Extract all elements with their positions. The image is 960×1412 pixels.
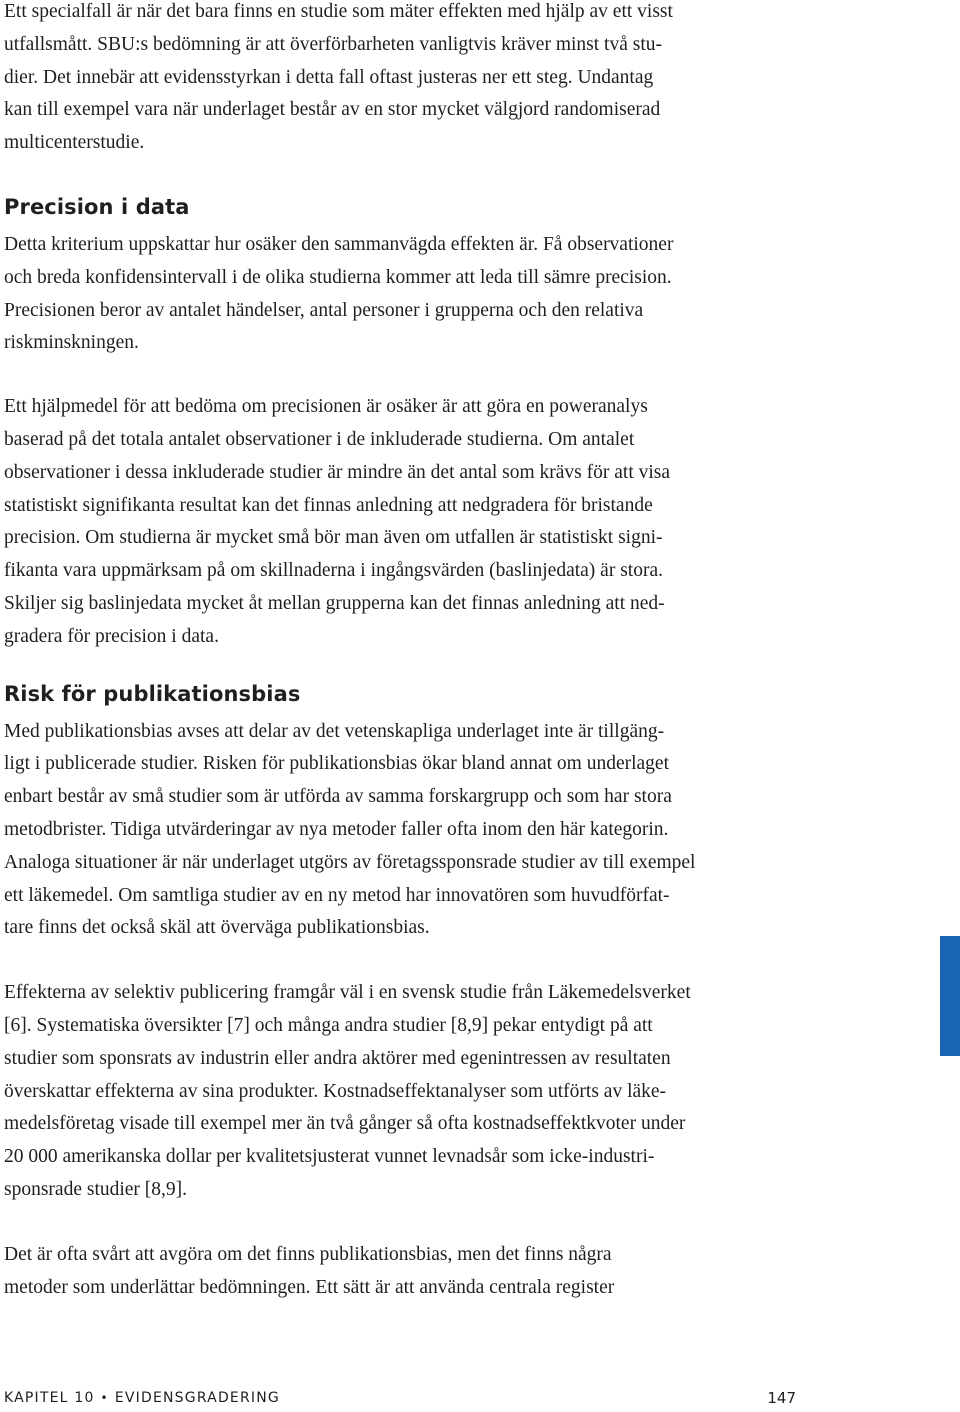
paragraph-specialfall xyxy=(4,0,794,160)
paragraph-poweranalys xyxy=(4,391,794,653)
text-line: precision. Om studierna är mycket små bör man även om utfallen är statistiskt signi- xyxy=(4,527,663,549)
footer-bullet-icon: • xyxy=(100,1391,109,1405)
text-line: Skiljer sig baslinjedata mycket åt mellan grupperna kan det finnas anledning att ned- xyxy=(4,592,665,614)
heading-risk-for-publikationsbias: Risk för publikationsbias xyxy=(4,681,301,706)
document-body xyxy=(4,0,794,1304)
text-line: Analoga situationer är när underlaget utgörs av företagssponsrade studier av till exempel xyxy=(4,851,696,873)
text-line: studier som sponsrats av industrin eller andra aktörer med egenintressen av resultaten xyxy=(4,1047,671,1069)
paragraph-precision-kriterium xyxy=(4,229,794,360)
text-line: Precisionen beror av antalet händelser, antal personer i grupperna och den relativa xyxy=(4,299,644,321)
footer-chapter: KAPITEL 10 xyxy=(4,1390,95,1406)
text-line: Detta kriterium uppskattar hur osäker den sammanvägda effekten är. Få observationer xyxy=(4,233,674,255)
text-line: ett läkemedel. Om samtliga studier av en ny metod har innovatören som huvudförfat- xyxy=(4,884,670,906)
text-line: metoder som underlättar bedömningen. Ett sätt är att använda centrala register xyxy=(4,1276,615,1298)
text-line: gradera för precision i data. xyxy=(4,625,219,647)
text-line: Ett hjälpmedel för att bedöma om precisionen är osäker är att göra en poweranalys xyxy=(4,396,648,418)
text-line: överskattar effekterna av sina produkter. Kostnadseffektanalyser som utförts av läke- xyxy=(4,1080,667,1102)
running-footer xyxy=(4,1390,280,1406)
text-line: baserad på det totala antalet observationer i de inkluderade studierna. Om antalet xyxy=(4,428,635,450)
text-line: Med publikationsbias avses att delar av det vetenskapliga underlaget inte är tillgäng- xyxy=(4,720,665,742)
paragraph-bedomning-register xyxy=(4,1239,794,1305)
text-line: 20 000 amerikanska dollar per kvalitetsjusterat vunnet levnadsår som icke-industri- xyxy=(4,1146,655,1168)
text-line: Effekterna av selektiv publicering framgår väl i en svensk studie från Läkemedelsverket xyxy=(4,982,691,1004)
text-line: fikanta vara uppmärksam på om skillnaderna i ingångsvärden (baslinjedata) är stora. xyxy=(4,560,663,582)
text-line: medelsföretag visade till exempel mer än två gånger så ofta kostnadseffektkvoter under xyxy=(4,1113,686,1135)
text-line: och breda konfidensintervall i de olika studierna kommer att leda till sämre precision. xyxy=(4,266,672,288)
page-footer xyxy=(4,1388,796,1412)
text-line: ligt i publicerade studier. Risken för publikationsbias ökar bland annat om underlaget xyxy=(4,753,670,775)
page-number: 147 xyxy=(767,1389,796,1407)
text-line: tare finns det också skäl att överväga publikationsbias. xyxy=(4,917,430,939)
footer-section: EVIDENSGRADERING xyxy=(114,1390,280,1406)
text-line: Det är ofta svårt att avgöra om det finns publikationsbias, men det finns några xyxy=(4,1243,612,1265)
text-line: metodbrister. Tidiga utvärderingar av nya metoder faller ofta inom den här kategorin. xyxy=(4,818,669,840)
text-line: kan till exempel vara när underlaget består av en stor mycket välgjord randomiserad xyxy=(4,99,661,121)
text-line: statistiskt signifikanta resultat kan det finnas anledning att nedgradera för bristande xyxy=(4,494,653,516)
text-line: sponsrade studier [8,9]. xyxy=(4,1178,188,1200)
text-line: [6]. Systematiska översikter [7] och många andra studier [8,9] pekar entydigt på att xyxy=(4,1014,653,1036)
text-line: multicenterstudie. xyxy=(4,132,145,154)
paragraph-selektiv-publicering xyxy=(4,977,794,1207)
text-line: dier. Det innebär att evidensstyrkan i detta fall oftast justeras ner ett steg. Undantag xyxy=(4,66,654,88)
heading-precision-i-data: Precision i data xyxy=(4,194,190,219)
text-line: enbart består av små studier som är utförda av samma forskargrupp och som har stora xyxy=(4,786,672,808)
text-line: utfallsmått. SBU:s bedömning är att överförbarheten vanligtvis kräver minst två stu- xyxy=(4,33,662,55)
paragraph-publikationsbias-definition xyxy=(4,716,794,946)
text-line: observationer i dessa inkluderade studier är mindre än det antal som krävs för att visa xyxy=(4,461,671,483)
chapter-side-tab xyxy=(940,936,960,1056)
text-line: Ett specialfall är när det bara finns en studie som mäter effekten med hjälp av ett visst xyxy=(4,1,673,22)
text-line: riskminskningen. xyxy=(4,332,139,354)
